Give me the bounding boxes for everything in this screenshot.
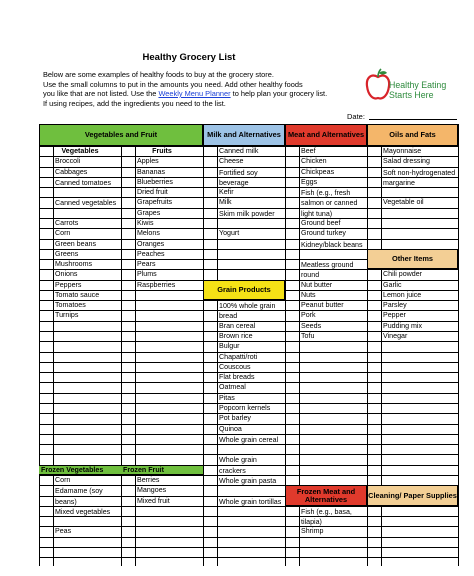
section-frozen-meat: Frozen Meat and Alternatives [285, 485, 367, 506]
milk-item: Milk [219, 198, 232, 207]
fruit-item: Grapefruits [137, 198, 173, 207]
oil-item: Mayonnaise [383, 147, 422, 155]
grain-item: Whole grain pasta [219, 476, 277, 485]
column-line [458, 124, 459, 566]
apple-icon [365, 68, 391, 102]
meat-item: Peanut butter [301, 301, 344, 310]
meat-item: Ground turkey [301, 229, 346, 238]
frozen-vegetable-item: Corn [55, 475, 71, 484]
section-grain-products: Grain Products [203, 280, 285, 301]
other-item: Chili powder [383, 270, 423, 279]
section-vegetables-fruit: Vegetables and Fruit [39, 124, 203, 146]
vegetable-item: Onions [55, 270, 78, 279]
grocery-list-sheet [39, 46, 459, 566]
vegetable-item: Tomato sauce [55, 290, 100, 299]
grain-item: Whole grain crackers [219, 456, 257, 475]
section-milk-alternatives: Milk and Alternatives [203, 124, 285, 146]
grain-item: Pot barley [219, 414, 251, 423]
section-other-items: Other Items [367, 249, 458, 270]
fruit-item: Pears [137, 260, 156, 269]
grain-item: Brown rice [219, 332, 253, 341]
meat-item: Tofu [301, 332, 315, 341]
subheader-fruits: Fruits [152, 147, 172, 155]
vegetable-item: Green beans [55, 239, 97, 248]
meat-item: Meatless ground round [301, 261, 354, 280]
fruit-item: Apples [137, 157, 159, 166]
healthy-eating-logo [365, 62, 457, 108]
vegetable-item: Greens [55, 249, 79, 258]
intro-line: Below are some examples of healthy foods to buy at the grocery store. [43, 70, 274, 79]
section-cleaning-paper: Cleaning/ Paper Supplies [367, 485, 458, 506]
vegetable-item: Corn [55, 229, 71, 238]
oil-item: Vegetable oil [383, 198, 424, 207]
milk-item: Yogurt [219, 229, 240, 238]
other-item: Parsley [383, 301, 407, 310]
fruit-item: Dried fruit [137, 188, 168, 197]
meat-item: Kidney/black beans [301, 240, 363, 249]
grain-item: Bran cereal [219, 321, 256, 330]
meat-item: Chicken [301, 157, 327, 166]
frozen-vegetable-item: Edamame (soy beans) [55, 487, 103, 506]
intro-text-a: you like that are not listed. Use the [43, 89, 159, 98]
intro-line: Use the small columns to put in the amounts you need. Add other healthy foods [43, 79, 303, 89]
grain-item: Quinoa [219, 424, 242, 433]
intro-text-b: to help plan your grocery list. [230, 89, 328, 98]
date-label: Date: [347, 112, 365, 121]
fruit-item: Kiwis [137, 218, 154, 227]
section-frozen-vegetables: Frozen Vegetables [41, 465, 104, 474]
grain-item: Chapatti/roti [219, 352, 258, 361]
fruit-item: Bananas [137, 167, 166, 176]
meat-item: Fish (e.g., fresh salmon or canned light tuna) [301, 189, 358, 218]
meat-item: Nuts [301, 290, 316, 299]
fruit-item: Raspberries [137, 280, 176, 289]
grain-item: Pitas [219, 393, 235, 402]
logo-line: Healthy Eating [389, 80, 447, 90]
other-item: Pepper [383, 311, 406, 320]
row-line [39, 547, 458, 548]
meat-item: Pork [301, 311, 316, 320]
frozen-meat-item: Shrimp [301, 527, 324, 536]
oil-item: Soft non-hydrogenated margarine [383, 168, 456, 187]
milk-item: Cheese [219, 157, 244, 166]
meat-item: Seeds [301, 321, 322, 330]
vegetable-item: Canned vegetables [55, 199, 117, 208]
row-line [39, 537, 458, 538]
vegetable-item: Cabbages [55, 167, 88, 176]
other-item: Lemon juice [383, 290, 422, 299]
meat-item: Beef [301, 147, 316, 155]
intro-line: If using recipes, add the ingredients you need to the list. [43, 98, 226, 108]
section-frozen-fruit: Frozen Fruit [123, 465, 164, 474]
frozen-fruit-item: Mixed fruit [137, 496, 170, 505]
vegetable-item: Mushrooms [55, 260, 93, 269]
meat-item: Chickpeas [301, 167, 335, 176]
grain-item: Whole grain cereal [219, 435, 279, 444]
section-oils-fats: Oils and Fats [367, 124, 458, 146]
grain-item: 100% whole grain bread [219, 302, 276, 321]
vegetable-item: Canned tomatoes [55, 178, 111, 187]
other-item: Vinegar [383, 332, 408, 341]
fruit-item: Blueberries [137, 177, 173, 186]
vegetable-item: Carrots [55, 218, 79, 227]
weekly-menu-planner-link[interactable]: Weekly Menu Planner [158, 89, 231, 98]
column-line [39, 124, 40, 566]
row-line [39, 557, 458, 558]
vegetable-item: Turnips [55, 311, 79, 320]
frozen-vegetable-item: Peas [55, 527, 72, 536]
milk-item: Canned milk [219, 147, 259, 155]
grain-item: Whole grain tortillas [219, 497, 282, 506]
grain-item: Couscous [219, 362, 251, 371]
column-line [121, 146, 122, 566]
logo-line: Starts Here [389, 90, 434, 100]
frozen-fruit-item: Berries [137, 475, 160, 484]
column-line [203, 146, 204, 566]
fruit-item: Plums [137, 270, 157, 279]
meat-item: Eggs [301, 177, 318, 186]
grain-item: Popcorn kernels [219, 404, 271, 412]
other-item: Garlic [383, 280, 402, 289]
fruit-item: Melons [137, 229, 160, 238]
intro-text [43, 70, 353, 108]
meat-item: Ground beef [301, 218, 341, 227]
frozen-fruit-item: Mangoes [137, 486, 167, 495]
frozen-meat-item: Fish (e.g., basa, tilapia) [301, 507, 352, 527]
vegetable-item: Tomatoes [55, 301, 86, 310]
fruit-item: Peaches [137, 249, 165, 258]
grain-item: Bulgur [219, 342, 240, 351]
milk-item: Kefir [219, 188, 234, 197]
milk-item: Skim milk powder [219, 209, 275, 218]
oil-item: Salad dressing [383, 157, 430, 166]
vegetable-item: Broccoli [55, 157, 81, 166]
page-title: Healthy Grocery List [142, 52, 236, 63]
frozen-vegetable-item: Mixed vegetables [55, 507, 111, 516]
milk-item: Fortified soy beverage [219, 168, 258, 187]
vegetable-item: Peppers [55, 280, 82, 289]
grain-item: Flat breads [219, 373, 255, 382]
fruit-item: Oranges [137, 239, 165, 248]
grocery-grid [39, 124, 458, 566]
section-meat-alternatives: Meat and Alternatives [285, 124, 367, 146]
intro-line [43, 89, 353, 99]
subheader-vegetables: Vegetables [61, 147, 99, 155]
fruit-item: Grapes [137, 208, 161, 217]
logo-text [389, 80, 446, 100]
meat-item: Nut butter [301, 280, 333, 289]
other-item: Pudding mix [383, 321, 423, 330]
grain-item: Oatmeal [219, 383, 246, 392]
date-field[interactable] [369, 119, 457, 120]
